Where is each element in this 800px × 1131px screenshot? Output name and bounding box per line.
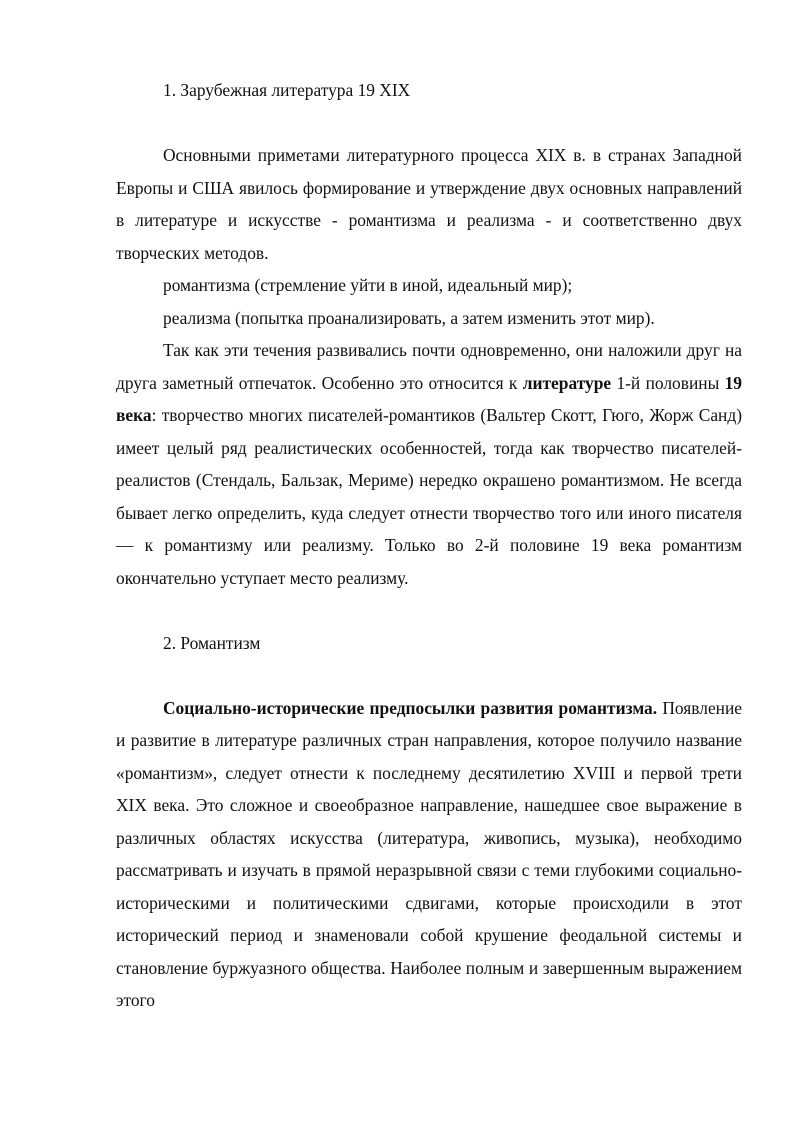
bold-lead-in: Социально-исторические предпосылки развития романтизма. (163, 697, 658, 718)
text-run: Появление и развитие в литературе различных стран направления, которое получило название «романтизм», следует отнести к последнему десятилетию XVIII и первой трети XIX века. Это сложное и своеобразное направление, нашедшее свое выражение в различных областях искусства (литература, живопись, музыка), необходимо рассматривать и изучать в прямой неразрывной связи с теми глубокими социально-историческими и политическими сдвигами, которые происходили в этот исторический период и знаменовали собой крушение феодальной системы и становление буржуазного общества. Наиболее полным и завершенным выражением этого (116, 697, 742, 1010)
text-run: : творчество многих писателей-романтиков (Вальтер Скотт, Гюго, Жорж Санд) имеет целый ряд реалистических особенностей, тогда как творчество писателей-реалистов (Стендаль, Бальзак, Мериме) нередко окрашено романтизмом. Не всегда бывает легко определить, куда следует отнести творчество того или иного писателя — к романтизму или реализму. Только во 2-й половине 19 века романтизм окончательно уступает место реализму. (116, 405, 742, 588)
text-run: 1-й половины (611, 372, 725, 393)
bold-term-19th-century: 19 века (116, 372, 742, 425)
paragraph-social-prerequisites (116, 692, 742, 1017)
spacer (116, 594, 742, 627)
section-heading-1: 1. Зарубежная литература 19 XIX (163, 80, 411, 100)
section-heading-2: 2. Романтизм (163, 632, 261, 653)
paragraph-main-trends: Основными приметами литературного процесса XIX в. в странах Западной Европы и США явилось формирование и утверждение двух основных направлений в литературе и искусстве - романтизма и реализма - и соответственно двух творческих методов. (116, 145, 742, 263)
paragraph-realism-def: реализма (попытка проанализировать, а затем изменить этот мир). (163, 307, 655, 328)
spacer (116, 107, 742, 140)
bold-term-literature: литературе (522, 372, 612, 393)
paragraph-mutual-influence (116, 334, 742, 594)
paragraph-romanticism-def: романтизма (стремление уйти в иной, идеальный мир); (163, 275, 573, 295)
spacer (116, 659, 742, 692)
text-run: Так как эти течения развивались почти одновременно, они наложили друг на друга заметный отпечаток. Особенно это относится к (116, 340, 742, 393)
